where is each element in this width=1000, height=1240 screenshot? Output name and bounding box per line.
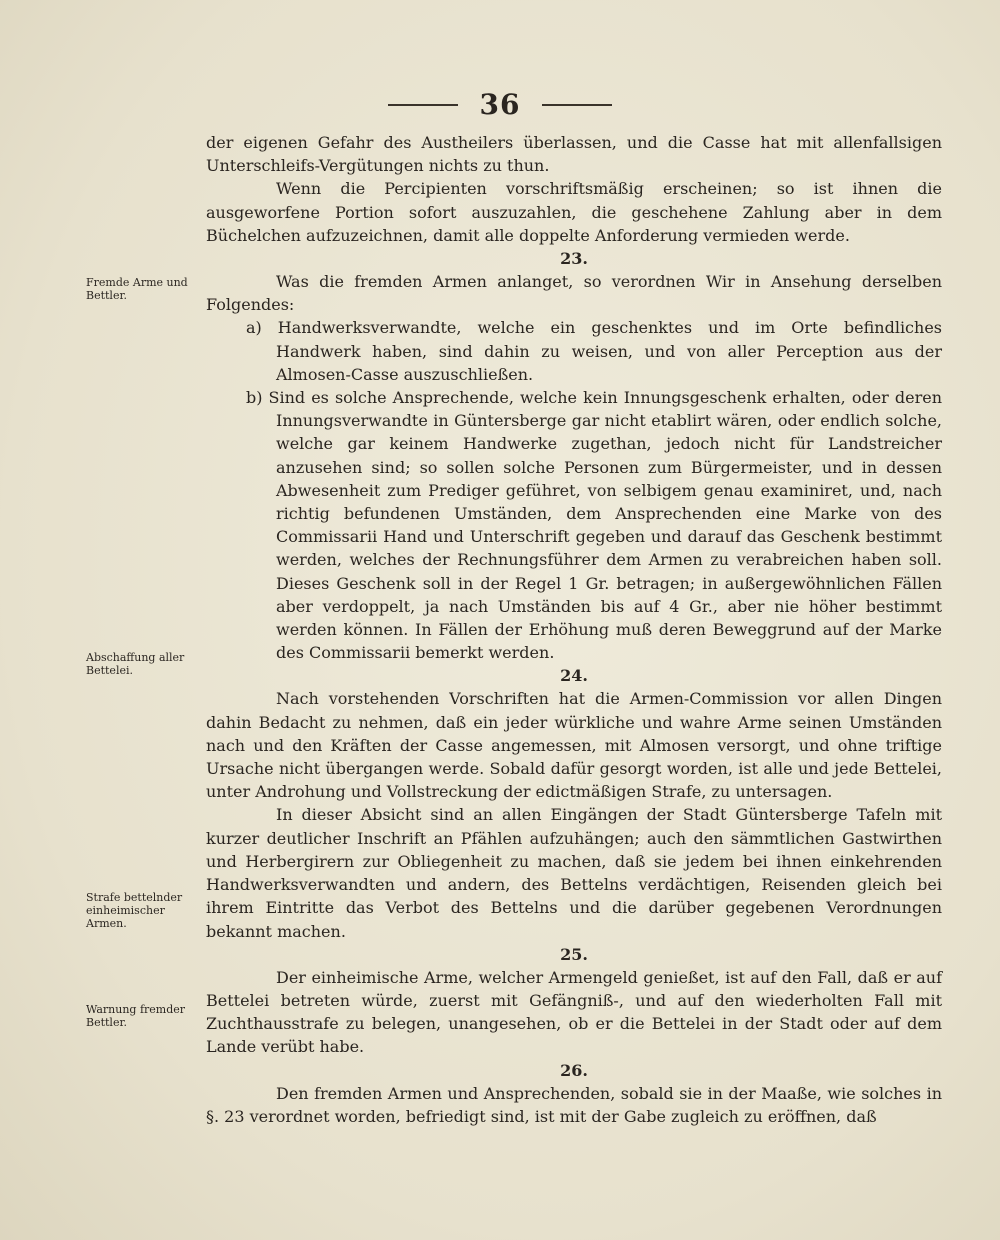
margin-note-warnung: Warnung fremder Bettler.	[86, 1003, 186, 1029]
section-25-heading: 25.	[560, 944, 588, 964]
paragraph-7: Den fremden Armen und Ansprechenden, sobald sie in der Maaße, wie solches in §. 23 verordnet worden, befriedigt sind, ist mit der Gabe zugleich zu eröffnen, daß	[206, 1083, 942, 1126]
page-header	[0, 88, 1000, 121]
body-text	[206, 131, 942, 1128]
margin-note-fremde-arme: Fremde Arme und Bettler.	[86, 276, 188, 302]
page-number: 36	[479, 88, 521, 121]
paragraph-1: der eigenen Gefahr des Austheilers überlassen, und die Casse hat mit allenfallsigen Unterschleifs-Vergütungen nichts zu thun.	[206, 133, 942, 176]
list-item-b: b) Sind es solche Ansprechende, welche kein Innungsgeschenk erhalten, oder deren Innungsverwandte in Güntersberge gar nicht etablirt wären, oder endlich solche, welche gar keinem Handwerke zugethan, jedoch nicht für Landstreicher anzusehen sind; so sollen solche Personen zum Bürgermeister, und in dessen Abwesenheit zum Prediger geführet, von selbigem genau examiniret, und, nach richtig befundenen Umständen, dem Ansprechenden eine Marke von des Commissarii Hand und Unterschrift gegeben und darauf das Geschenk bestimmt werden, welches der Rechnungsführer dem Armen zu verabreichen haben soll. Dieses Geschenk soll in der Regel 1 Gr. betragen; in außergewöhnlichen Fällen aber verdoppelt, ja nach Umständen bis auf 4 Gr., aber nie höher bestimmt werden können. In Fällen der Erhöhung muß deren Beweggrund auf der Marke des Commissarii bemerkt werden.	[246, 388, 942, 663]
paragraph-3: Was die fremden Armen anlanget, so verordnen Wir in Ansehung derselben Folgendes:	[206, 272, 942, 315]
paragraph-6: Der einheimische Arme, welcher Armengeld genießet, ist auf den Fall, daß er auf Bettelei betreten würde, zuerst mit Gefängniß-, und auf den wiederholten Fall mit Zuchthausstrafe zu belegen, unangesehen, ob er die Bettelei in der Stadt oder auf dem Lande verübt habe.	[206, 967, 942, 1057]
margin-note-abschaffung: Abschaffung aller Bettelei.	[86, 651, 185, 677]
section-26-heading: 26.	[560, 1060, 588, 1080]
margin-note-strafe: Strafe bettelnder einheimischer Armen.	[86, 891, 183, 930]
header-rule-left	[388, 104, 458, 106]
paragraph-4: Nach vorstehenden Vorschriften hat die Armen-Commission vor allen Dingen dahin Bedacht zu nehmen, daß ein jeder würkliche und wahre Arme seinen Umständen nach und den Kräften der Casse angemessen, mit Almosen versorgt, und ohne triftige Ursache nicht übergangen werde. Sobald dafür gesorgt worden, ist alle und jede Bettelei, unter Androhung und Vollstreckung der edictmäßigen Strafe, zu untersagen.	[206, 689, 942, 802]
section-24-heading: 24.	[560, 666, 588, 686]
header-rule-right	[542, 104, 612, 106]
section-23-heading: 23.	[560, 249, 588, 269]
paragraph-5: In dieser Absicht sind an allen Eingängen der Stadt Güntersberge Tafeln mit kurzer deutlicher Inschrift an Pfählen aufzuhängen; auch den sämmtlichen Gastwirthen und Herbergirern zur Obliegenheit zu machen, daß sie jedem bei ihnen einkehrenden Handwerksverwandten und andern, des Bettelns verdächtigen, Reisenden gleich bei ihrem Eintritte das Verbot des Bettelns und die darüber gegebenen Verordnungen bekannt machen.	[206, 805, 942, 941]
list-item-a: a) Handwerksverwandte, welche ein geschenktes und im Orte befindliches Handwerk haben, sind dahin zu weisen, und von aller Perception aus der Almosen-Casse auszuschließen.	[246, 318, 942, 384]
paragraph-2: Wenn die Percipienten vorschriftsmäßig erscheinen; so ist ihnen die ausgeworfene Portion sofort auszuzahlen, die geschehene Zahlung aber in dem Büchelchen aufzuzeichnen, damit alle doppelte Anforderung vermieden werde.	[206, 179, 942, 245]
